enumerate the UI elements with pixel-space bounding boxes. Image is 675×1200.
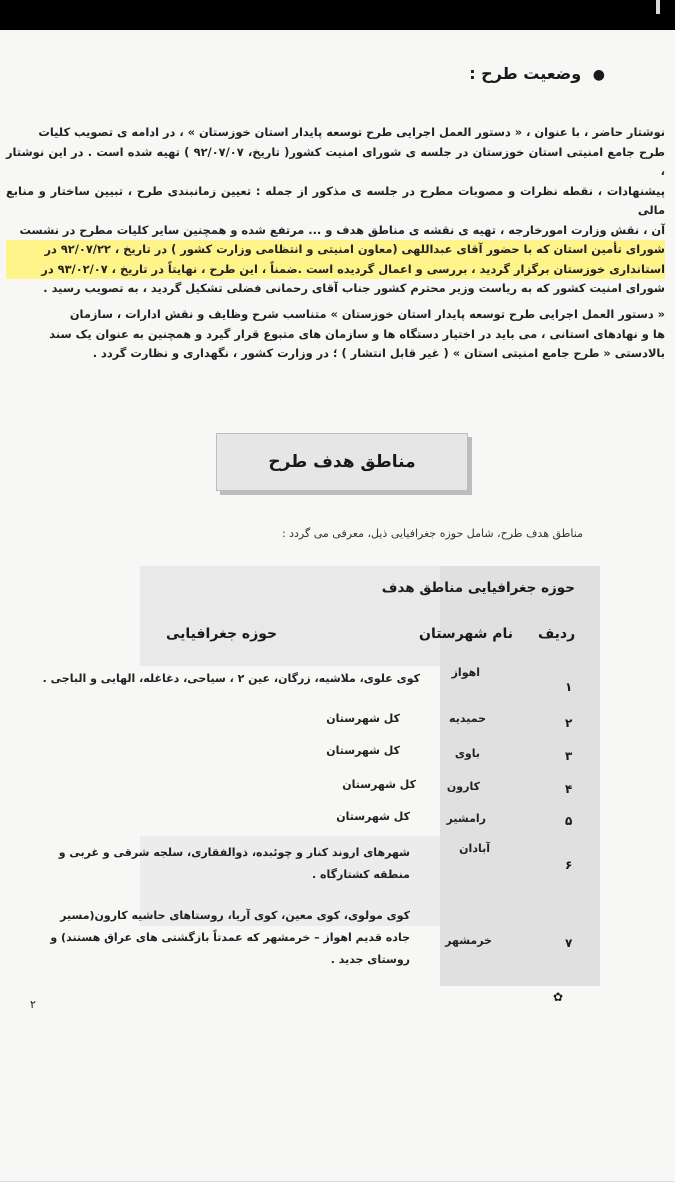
section-title-box (216, 433, 468, 491)
area-line: جاده قدیم اهواز – خرمشهر که عمدتاً بازگشتی های عراق هستند) و (50, 931, 410, 944)
paragraph-line: « دستور العمل اجرایی طرح توسعه پایدار استان خوزستان » متناسب شرح وظایف و نقش ادارات ، سازمان (69, 307, 665, 321)
row-number: ۷ (565, 936, 573, 950)
section-heading (45, 64, 605, 83)
city-cell: آبادان (459, 842, 490, 855)
table-title: حوزه جغرافیایی مناطق هدف (381, 580, 575, 596)
area-cell: کل شهرستان (326, 712, 400, 725)
section-title: مناطق هدف طرح (268, 452, 416, 472)
area-line: کوی مولوی، کوی معین، کوی آریا، روستاهای حاشیه کارون(مسیر (60, 909, 410, 922)
row-number: ۳ (565, 749, 573, 763)
screen-bottom-bar (0, 1181, 675, 1200)
area-line: روستای جدید . (330, 953, 410, 966)
area-line: منطقه کشتارگاه . (311, 868, 410, 881)
area-cell: کوی علوی، ملاشیه، زرگان، عین ۲ ، سیاحی، دغاغله، الهایی و الباجی . (42, 672, 420, 685)
city-cell: کارون (446, 780, 480, 793)
paragraph-1 (6, 123, 665, 299)
row-number: ۵ (565, 814, 573, 828)
row-number: ۶ (565, 858, 573, 872)
paragraph-line: طرح جامع امنیتی استان خوزستان در جلسه ی شورای امنیت کشور( تاریخ، ۹۲/۰۷/۰۷ ) تهیه شده است . در این نوشتار ، (6, 144, 665, 178)
area-cell (48, 842, 410, 886)
header-row-number: ردیف (538, 626, 576, 642)
paragraph-2 (6, 305, 665, 364)
city-cell: خرمشهر (445, 934, 492, 947)
corner-marker (656, 0, 660, 14)
city-cell: حمیدیه (449, 712, 486, 725)
city-cell: رامشیر (446, 812, 486, 825)
header-city: نام شهرستان (419, 626, 514, 642)
row-number: ۱ (565, 680, 573, 694)
city-cell: باوی (454, 747, 480, 760)
area-cell (30, 905, 410, 971)
paragraph-line-highlighted: استانداری خوزستان برگزار گردید ، بررسی و اعمال گردیده است .ضمناً ، این طرح ، نهایتاً در تاریخ ، ۹۳/۰۲/۰۷ در (6, 260, 665, 280)
area-line: شهرهای اروند کنار و چوئبده، ذوالفقاری، سلجه شرقی و غربی و (58, 846, 410, 859)
paragraph-line: نوشتار حاضر ، با عنوان ، « دستور العمل اجرایی طرح توسعه پایدار استان خوزستان » ، در ادامه ی تصویب کلیات (38, 125, 665, 139)
paragraph-line: پیشنهادات ، نقطه نظرات و مصوبات مطرح در جلسه ی مذکور از جمله : تعیین زمانبندی طرح ، تبیین ساختار و منابع مالی (6, 183, 665, 217)
screen-top-bar (0, 0, 675, 30)
city-cell: اهواز (451, 666, 480, 679)
header-area: حوزه جغرافیایی (166, 626, 278, 642)
paragraph-line: شورای امنیت کشور که به ریاست وزیر محترم کشور جناب آقای رحمانی فضلی تشکیل گردید ، به تصویب رسید . (43, 281, 665, 295)
row-number: ۲ (565, 716, 573, 730)
paragraph-line: بالادستی « طرح جامع امنیتی استان » ( غیر قابل انتشار ) ؛ در وزارت کشور ، نگهداری و نظارت گردد . (92, 346, 665, 360)
bullet-icon: ● (592, 67, 605, 83)
area-cell: کل شهرستان (326, 744, 400, 757)
row-number: ۴ (565, 782, 573, 796)
paragraph-line-highlighted: شورای تأمین استان که با حضور آقای عبداللهی (معاون امنیتی و انتظامی وزارت کشور ) در تاریخ ، ۹۲/۰۷/۲۲ در (6, 240, 665, 260)
paragraph-line: ها و نهادهای استانی ، می باید در اختیار دستگاه ها و سازمان های متبوع قرار گیرد و همچنین به عنوان یک سند (49, 326, 665, 341)
page-number: ۲ (30, 998, 36, 1011)
heading-title: وضعیت طرح : (469, 64, 582, 83)
area-cell: کل شهرستان (342, 778, 416, 791)
paragraph-line: آن ، نقش وزارت امورخارجه ، تهیه ی نقشه ی مناطق هدف و ... مرتفع شده و همچنین سایر کلیات مطرح در نشست (19, 222, 665, 237)
stamp-mark-icon: ✿ (553, 990, 564, 1004)
section-intro: مناطق هدف طرح، شامل حوزه جغرافیایی ذیل، معرفی می گردد : (281, 527, 583, 540)
area-cell: کل شهرستان (336, 810, 410, 823)
